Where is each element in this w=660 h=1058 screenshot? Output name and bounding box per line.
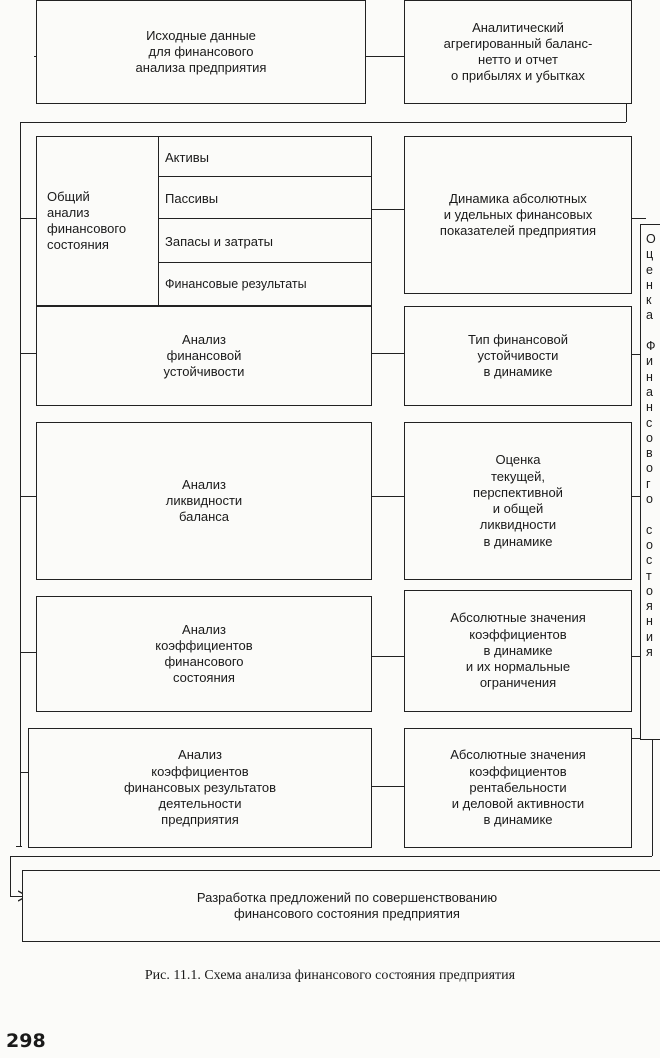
- side-letter: [646, 507, 660, 522]
- connector-bracket-top: [20, 122, 626, 123]
- liquidity-analysis-box: Анализ ликвидности баланса: [36, 422, 372, 580]
- side-letter: О: [646, 232, 656, 246]
- connector-row5-mid: [372, 786, 404, 787]
- connector-row3-left: [20, 496, 36, 497]
- side-letter: н: [646, 277, 653, 292]
- results-values-box: Абсолютные значения коэффициентов рентабельности и деловой активности в динамике: [404, 728, 632, 848]
- side-letter: и: [646, 629, 653, 644]
- side-letter: н: [646, 400, 653, 415]
- side-letter: н: [646, 369, 653, 384]
- results-analysis-box: Анализ коэффициентов финансовых результатов деятельности предприятия: [28, 728, 372, 848]
- side-letter: г: [646, 476, 651, 491]
- side-letter: о: [646, 583, 653, 598]
- connector-bottom-right: [652, 740, 653, 856]
- proposals-box: Разработка предложений по совершенствованию финансового состояния предприятия: [22, 870, 660, 942]
- general-analysis-box: Общий анализ финансового состояния: [36, 136, 160, 306]
- side-letter: [646, 324, 660, 339]
- side-letter: я: [646, 645, 653, 660]
- connector-row1-left: [20, 218, 36, 219]
- side-letter: т: [646, 568, 652, 583]
- side-letter: о: [646, 430, 653, 445]
- side-letter: с: [646, 415, 653, 430]
- general-item-results: Финансовые результаты: [158, 262, 372, 306]
- side-letter: н: [646, 614, 653, 629]
- connector-row3-mid: [372, 496, 404, 497]
- side-letter: а: [646, 384, 653, 399]
- side-letter: и: [646, 354, 653, 369]
- connector-row4-left: [20, 652, 36, 653]
- side-letters: [646, 232, 660, 660]
- side-letter: о: [646, 461, 653, 476]
- side-letter: е: [646, 262, 653, 277]
- liquidity-eval-box: Оценка текущей, перспективной и общей ликвидности в динамике: [404, 422, 632, 580]
- general-item-liabilities: Пассивы: [158, 176, 372, 220]
- side-letter: с: [646, 522, 653, 537]
- analytic-balance-box: Аналитический агрегированный баланс- нетто и отчет о прибылях и убытках: [404, 0, 632, 104]
- connector-row1-right: [630, 218, 646, 219]
- side-letter: ц: [646, 247, 654, 262]
- figure-caption: Рис. 11.1. Схема анализа финансового состояния предприятия: [144, 968, 516, 983]
- connector-bottom-top: [10, 856, 652, 857]
- connector-bracket-top-right: [626, 104, 627, 122]
- coef-analysis-box: Анализ коэффициентов финансового состояния: [36, 596, 372, 712]
- connector-left-bottom: [16, 846, 22, 847]
- dynamics-abs-box: Динамика абсолютных и удельных финансовых показателей предприятия: [404, 136, 632, 294]
- side-letter: с: [646, 553, 653, 568]
- side-letter: а: [646, 308, 653, 323]
- source-data-box: Исходные данные для финансового анализа предприятия: [36, 0, 366, 104]
- connector-header: [364, 56, 404, 57]
- side-letter: я: [646, 599, 653, 614]
- side-letter: в: [646, 446, 653, 461]
- general-item-stocks: Запасы и затраты: [158, 218, 372, 264]
- side-letter: о: [646, 537, 653, 552]
- connector-left-trunk: [20, 122, 21, 846]
- connector-row2-mid: [372, 353, 404, 354]
- connector-row4-mid: [372, 656, 404, 657]
- stability-type-box: Тип финансовой устойчивости в динамике: [404, 306, 632, 406]
- connector-bottom-left: [10, 856, 11, 896]
- side-letter: Ф: [646, 339, 656, 354]
- side-letter: о: [646, 492, 653, 507]
- side-letter: к: [646, 293, 652, 308]
- connector-row1-mid: [372, 209, 404, 210]
- page-number: 298: [6, 1030, 46, 1052]
- connector-row2-left: [20, 353, 36, 354]
- coef-values-box: Абсолютные значения коэффициентов в динамике и их нормальные ограничения: [404, 590, 632, 712]
- general-item-assets: Активы: [158, 136, 372, 178]
- stability-analysis-box: Анализ финансовой устойчивости: [36, 306, 372, 406]
